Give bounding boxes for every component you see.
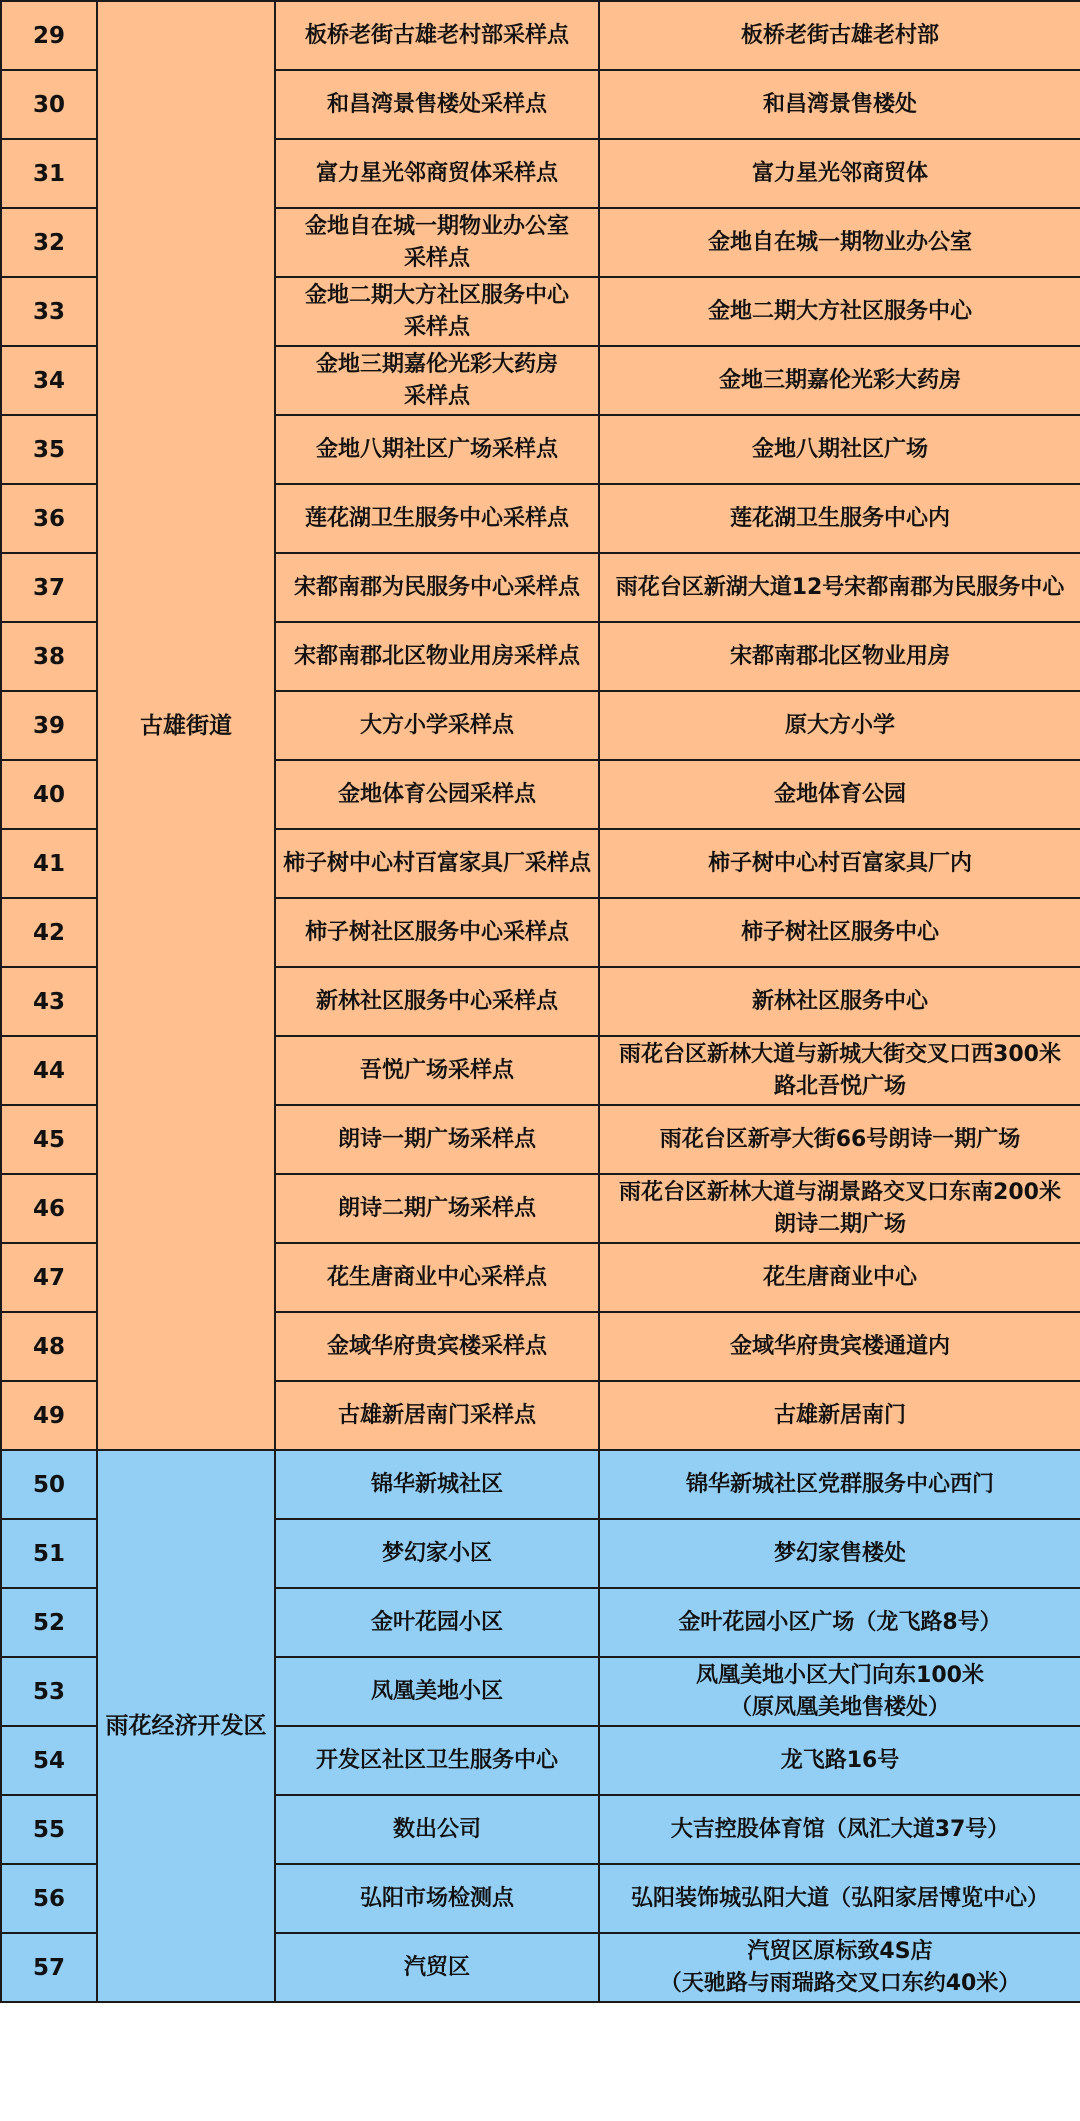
site-name-cell <box>275 1726 599 1795</box>
row-number: 44 <box>1 1036 97 1105</box>
table-row <box>1 1450 1080 1519</box>
address-cell <box>599 553 1080 622</box>
site-address: 莲花湖卫生服务中心内 <box>729 505 950 531</box>
site-name: 金叶花园小区 <box>370 1609 503 1635</box>
address-cell <box>599 484 1080 553</box>
address-cell <box>599 1933 1080 2002</box>
address-cell <box>599 829 1080 898</box>
site-name-cell <box>275 967 599 1036</box>
address-cell <box>599 760 1080 829</box>
row-number: 31 <box>1 139 97 208</box>
site-name-cell <box>275 1 599 70</box>
address-cell <box>599 1864 1080 1933</box>
site-name: 吾悦广场采样点 <box>359 1057 514 1083</box>
site-address: 金地自在城一期物业办公室 <box>707 229 972 255</box>
site-address: 富力星光邻商贸体 <box>751 160 928 186</box>
site-address: 梦幻家售楼处 <box>773 1540 906 1566</box>
row-number: 54 <box>1 1726 97 1795</box>
site-address: 古雄新居南门 <box>773 1402 906 1428</box>
table-row <box>1 1 1080 70</box>
row-number: 30 <box>1 70 97 139</box>
row-number: 48 <box>1 1312 97 1381</box>
address-cell <box>599 1 1080 70</box>
address-cell <box>599 415 1080 484</box>
address-cell <box>599 139 1080 208</box>
site-name: 金域华府贵宾楼采样点 <box>326 1333 547 1359</box>
row-number: 43 <box>1 967 97 1036</box>
address-cell <box>599 277 1080 346</box>
site-address: 雨花台区新湖大道12号宋都南郡为民服务中心 <box>615 574 1065 600</box>
site-address: 新林社区服务中心 <box>751 988 928 1014</box>
site-name-cell <box>275 1312 599 1381</box>
site-name-cell <box>275 898 599 967</box>
site-address: 雨花台区新林大道与新城大街交叉口西300米 路北吾悦广场 <box>619 1041 1061 1099</box>
address-cell <box>599 70 1080 139</box>
address-cell <box>599 1795 1080 1864</box>
site-name: 大方小学采样点 <box>359 712 514 738</box>
address-cell <box>599 208 1080 277</box>
site-address: 汽贸区原标致4S店 （天驰路与雨瑞路交叉口东约40米） <box>659 1938 1021 1996</box>
site-address: 大吉控股体育馆（凤汇大道37号） <box>670 1816 1010 1842</box>
row-number: 39 <box>1 691 97 760</box>
address-cell <box>599 1243 1080 1312</box>
row-number: 56 <box>1 1864 97 1933</box>
site-address: 雨花台区新林大道与湖景路交叉口东南200米 朗诗二期广场 <box>619 1179 1061 1237</box>
site-name-cell <box>275 622 599 691</box>
address-cell <box>599 691 1080 760</box>
table-body <box>1 1 1080 2002</box>
site-address: 柿子树中心村百富家具厂内 <box>707 850 972 876</box>
site-name-cell <box>275 1243 599 1312</box>
site-address: 板桥老街古雄老村部 <box>740 22 939 48</box>
site-name: 宋都南郡为民服务中心采样点 <box>293 574 580 600</box>
address-cell <box>599 1174 1080 1243</box>
row-number: 53 <box>1 1657 97 1726</box>
site-name: 金地自在城一期物业办公室 采样点 <box>304 213 569 271</box>
district-cell: 古雄街道 <box>97 1 275 1450</box>
address-cell <box>599 1450 1080 1519</box>
row-number: 38 <box>1 622 97 691</box>
site-name: 朗诗二期广场采样点 <box>337 1195 536 1221</box>
site-name: 锦华新城社区 <box>370 1471 503 1497</box>
row-number: 40 <box>1 760 97 829</box>
row-number: 34 <box>1 346 97 415</box>
site-name: 金地体育公园采样点 <box>337 781 536 807</box>
site-address: 金地体育公园 <box>773 781 906 807</box>
site-name-cell <box>275 1450 599 1519</box>
site-name-cell <box>275 1795 599 1864</box>
site-name: 富力星光邻商贸体采样点 <box>315 160 558 186</box>
row-number: 37 <box>1 553 97 622</box>
row-number: 41 <box>1 829 97 898</box>
site-name-cell <box>275 277 599 346</box>
site-name: 梦幻家小区 <box>381 1540 492 1566</box>
address-cell <box>599 346 1080 415</box>
site-name: 凤凰美地小区 <box>370 1678 503 1704</box>
row-number: 36 <box>1 484 97 553</box>
site-address: 花生唐商业中心 <box>762 1264 917 1290</box>
site-address: 金地八期社区广场 <box>751 436 928 462</box>
site-name-cell <box>275 760 599 829</box>
site-name-cell <box>275 829 599 898</box>
row-number: 57 <box>1 1933 97 2002</box>
site-address: 金叶花园小区广场（龙飞路8号） <box>678 1609 1002 1635</box>
site-name-cell <box>275 1036 599 1105</box>
site-name: 宋都南郡北区物业用房采样点 <box>293 643 580 669</box>
site-name-cell <box>275 70 599 139</box>
site-address: 凤凰美地小区大门向东100米 （原凤凰美地售楼处） <box>696 1662 984 1720</box>
site-name: 柿子树中心村百富家具厂采样点 <box>282 850 591 876</box>
site-name: 和昌湾景售楼处采样点 <box>326 91 547 117</box>
row-number: 32 <box>1 208 97 277</box>
site-name: 新林社区服务中心采样点 <box>315 988 558 1014</box>
site-name-cell <box>275 1519 599 1588</box>
site-name-cell <box>275 1657 599 1726</box>
address-cell <box>599 1036 1080 1105</box>
address-cell <box>599 1312 1080 1381</box>
site-name-cell <box>275 415 599 484</box>
row-number: 46 <box>1 1174 97 1243</box>
site-name-cell <box>275 1381 599 1450</box>
site-name: 金地二期大方社区服务中心 采样点 <box>304 282 569 340</box>
row-number: 50 <box>1 1450 97 1519</box>
site-name: 汽贸区 <box>403 1954 470 1980</box>
row-number: 49 <box>1 1381 97 1450</box>
site-name-cell <box>275 484 599 553</box>
site-name: 金地八期社区广场采样点 <box>315 436 558 462</box>
row-number: 52 <box>1 1588 97 1657</box>
site-address: 柿子树社区服务中心 <box>740 919 939 945</box>
row-number: 29 <box>1 1 97 70</box>
site-address: 金地三期嘉伦光彩大药房 <box>718 367 961 393</box>
site-name-cell <box>275 553 599 622</box>
row-number: 33 <box>1 277 97 346</box>
address-cell <box>599 1726 1080 1795</box>
row-number: 47 <box>1 1243 97 1312</box>
site-name-cell <box>275 346 599 415</box>
site-name: 弘阳市场检测点 <box>359 1885 514 1911</box>
address-cell <box>599 898 1080 967</box>
site-address: 雨花台区新亭大街66号朗诗一期广场 <box>659 1126 1021 1152</box>
site-name: 金地三期嘉伦光彩大药房 采样点 <box>315 351 558 409</box>
site-address: 锦华新城社区党群服务中心西门 <box>685 1471 994 1497</box>
district-cell: 雨花经济开发区 <box>97 1450 275 2002</box>
site-address: 弘阳装饰城弘阳大道（弘阳家居博览中心） <box>630 1885 1049 1911</box>
address-cell <box>599 1105 1080 1174</box>
site-name: 花生唐商业中心采样点 <box>326 1264 547 1290</box>
address-cell <box>599 622 1080 691</box>
site-address: 和昌湾景售楼处 <box>762 91 917 117</box>
row-number: 45 <box>1 1105 97 1174</box>
site-name-cell <box>275 1933 599 2002</box>
site-name: 数出公司 <box>392 1816 481 1842</box>
row-number: 42 <box>1 898 97 967</box>
site-name-cell <box>275 1588 599 1657</box>
site-name: 开发区社区卫生服务中心 <box>315 1747 558 1773</box>
address-cell <box>599 1657 1080 1726</box>
site-name-cell <box>275 139 599 208</box>
row-number: 51 <box>1 1519 97 1588</box>
site-address: 金地二期大方社区服务中心 <box>707 298 972 324</box>
site-address: 宋都南郡北区物业用房 <box>729 643 950 669</box>
site-name-cell <box>275 1174 599 1243</box>
site-name-cell <box>275 1105 599 1174</box>
site-name: 朗诗一期广场采样点 <box>337 1126 536 1152</box>
site-address: 金域华府贵宾楼通道内 <box>729 1333 950 1359</box>
site-name: 古雄新居南门采样点 <box>337 1402 536 1428</box>
site-name: 板桥老街古雄老村部采样点 <box>304 22 569 48</box>
site-name: 莲花湖卫生服务中心采样点 <box>304 505 569 531</box>
site-address: 原大方小学 <box>784 712 895 738</box>
row-number: 35 <box>1 415 97 484</box>
site-address: 龙飞路16号 <box>780 1747 900 1773</box>
address-cell <box>599 1519 1080 1588</box>
site-name: 柿子树社区服务中心采样点 <box>304 919 569 945</box>
row-number: 55 <box>1 1795 97 1864</box>
address-cell <box>599 967 1080 1036</box>
site-name-cell <box>275 691 599 760</box>
site-name-cell <box>275 208 599 277</box>
address-cell <box>599 1588 1080 1657</box>
site-name-cell <box>275 1864 599 1933</box>
address-cell <box>599 1381 1080 1450</box>
